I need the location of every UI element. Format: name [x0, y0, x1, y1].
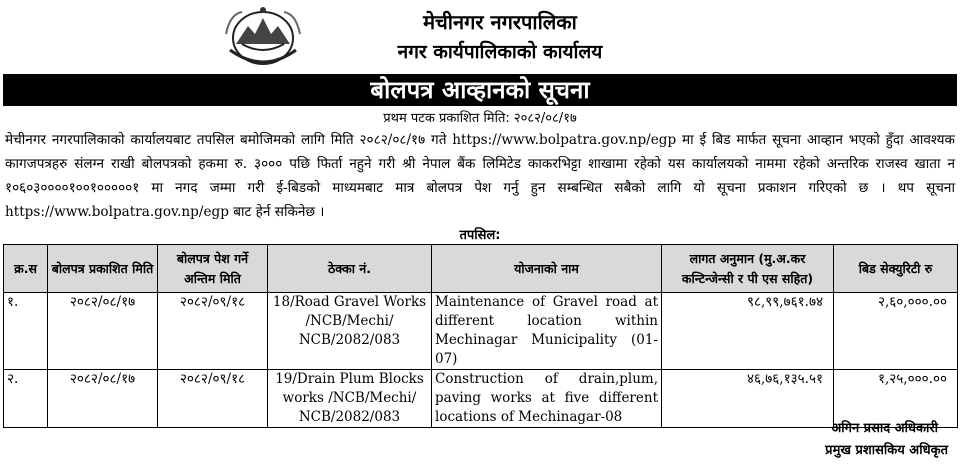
col-contract-no: ठेक्का नं. — [268, 245, 432, 293]
col-published-date: बोलपत्र प्रकाशित मिति — [48, 245, 158, 293]
cell-published: २०८२/०८/१७ — [48, 293, 158, 370]
table-row — [4, 293, 958, 370]
cell-contract-no: 18/Road Gravel Works /NCB/Mechi/ NCB/2082/083 — [268, 293, 432, 370]
cell-published: २०८२/०८/१७ — [48, 370, 158, 428]
col-bid-security: बिड सेक्युरिटी रु — [834, 245, 958, 293]
schedule-label: तपसिल: — [459, 228, 501, 243]
cell-security: २,६०,०००.०० — [834, 293, 958, 370]
table-row — [4, 370, 958, 428]
tender-table — [3, 244, 958, 428]
col-sn: क्र.स — [4, 245, 48, 293]
cell-project: Maintenance of Gravel road at different location within Mechinagar Municipality (01-07) — [432, 293, 662, 370]
col-project-name: योजनाको नाम — [432, 245, 662, 293]
col-cost-estimate: लागत अनुमान (मु.अ.कर कन्टिन्जेन्सी र पी एस सहित) — [662, 245, 834, 293]
col-deadline: बोलपत्र पेश गर्ने अन्तिम मिति — [158, 245, 268, 293]
notice-body: मेचीनगर नगरपालिकाको कार्यालयबाट तपसिल बमोजिमको लागि मिति २०८२/०८/१७ गते https://www.bolpatra.gov.np/egp मा ई बिड मार्फत सूचना आव्हान भएको हुँदा आवश्यक कागजपत्रहरु संलग्न राखी बोलपत्रको हकमा रु. ३००० पछि फिर्ता नहुने गरी श्री नेपाल बैंक लिमिटेड काकरभिट्टा शाखामा रहेको यस कार्यालयको नाममा रहेको अन्तरिक राजस्व खाता न १०६०३००००१००१०००००१ मा नगद जम्मा गरी ई-बिडको माध्यमबाट मात्र बोलपत्र पेश गर्नु हुन सम्बन्धित सबैको लागि यो सूचना प्रकाशन गरिएको छ । थप सूचना https://www.bolpatra.gov.np/egp बाट हेर्न सकिनेछ । — [5, 132, 955, 220]
municipality-name: मेचीनगर नगरपालिका — [423, 10, 577, 34]
cell-security: १,२५,०००.०० — [834, 370, 958, 428]
cell-project: Construction of drain,plum, paving works at five different locations of Mechinagar-08 — [432, 370, 662, 428]
cell-sn: १. — [4, 293, 48, 370]
signatory-designation: प्रमुख प्रशासकिय अधिकृत — [825, 443, 948, 458]
signatory-name: अगिन प्रसाद अधिकारी — [831, 421, 938, 436]
cell-sn: २. — [4, 370, 48, 428]
notice-title: बोलपत्र आव्हानको सूचना — [3, 74, 957, 106]
office-name: नगर कार्यपालिकाको कार्यालय — [397, 41, 603, 63]
header — [0, 0, 960, 76]
cell-deadline: २०८२/०९/१८ — [158, 293, 268, 370]
cell-deadline: २०८२/०९/१८ — [158, 370, 268, 428]
cell-cost: ९८,९९,७६१.७४ — [662, 293, 834, 370]
first-published-date: प्रथम पटक प्रकाशित मिति: २०८२/०८/१७ — [383, 111, 577, 126]
table-header-row — [4, 245, 958, 293]
cell-contract-no: 19/Drain Plum Blocks works /NCB/Mechi/ NCB/2082/083 — [268, 370, 432, 428]
cell-cost: ४६,७६,१३५.५१ — [662, 370, 834, 428]
